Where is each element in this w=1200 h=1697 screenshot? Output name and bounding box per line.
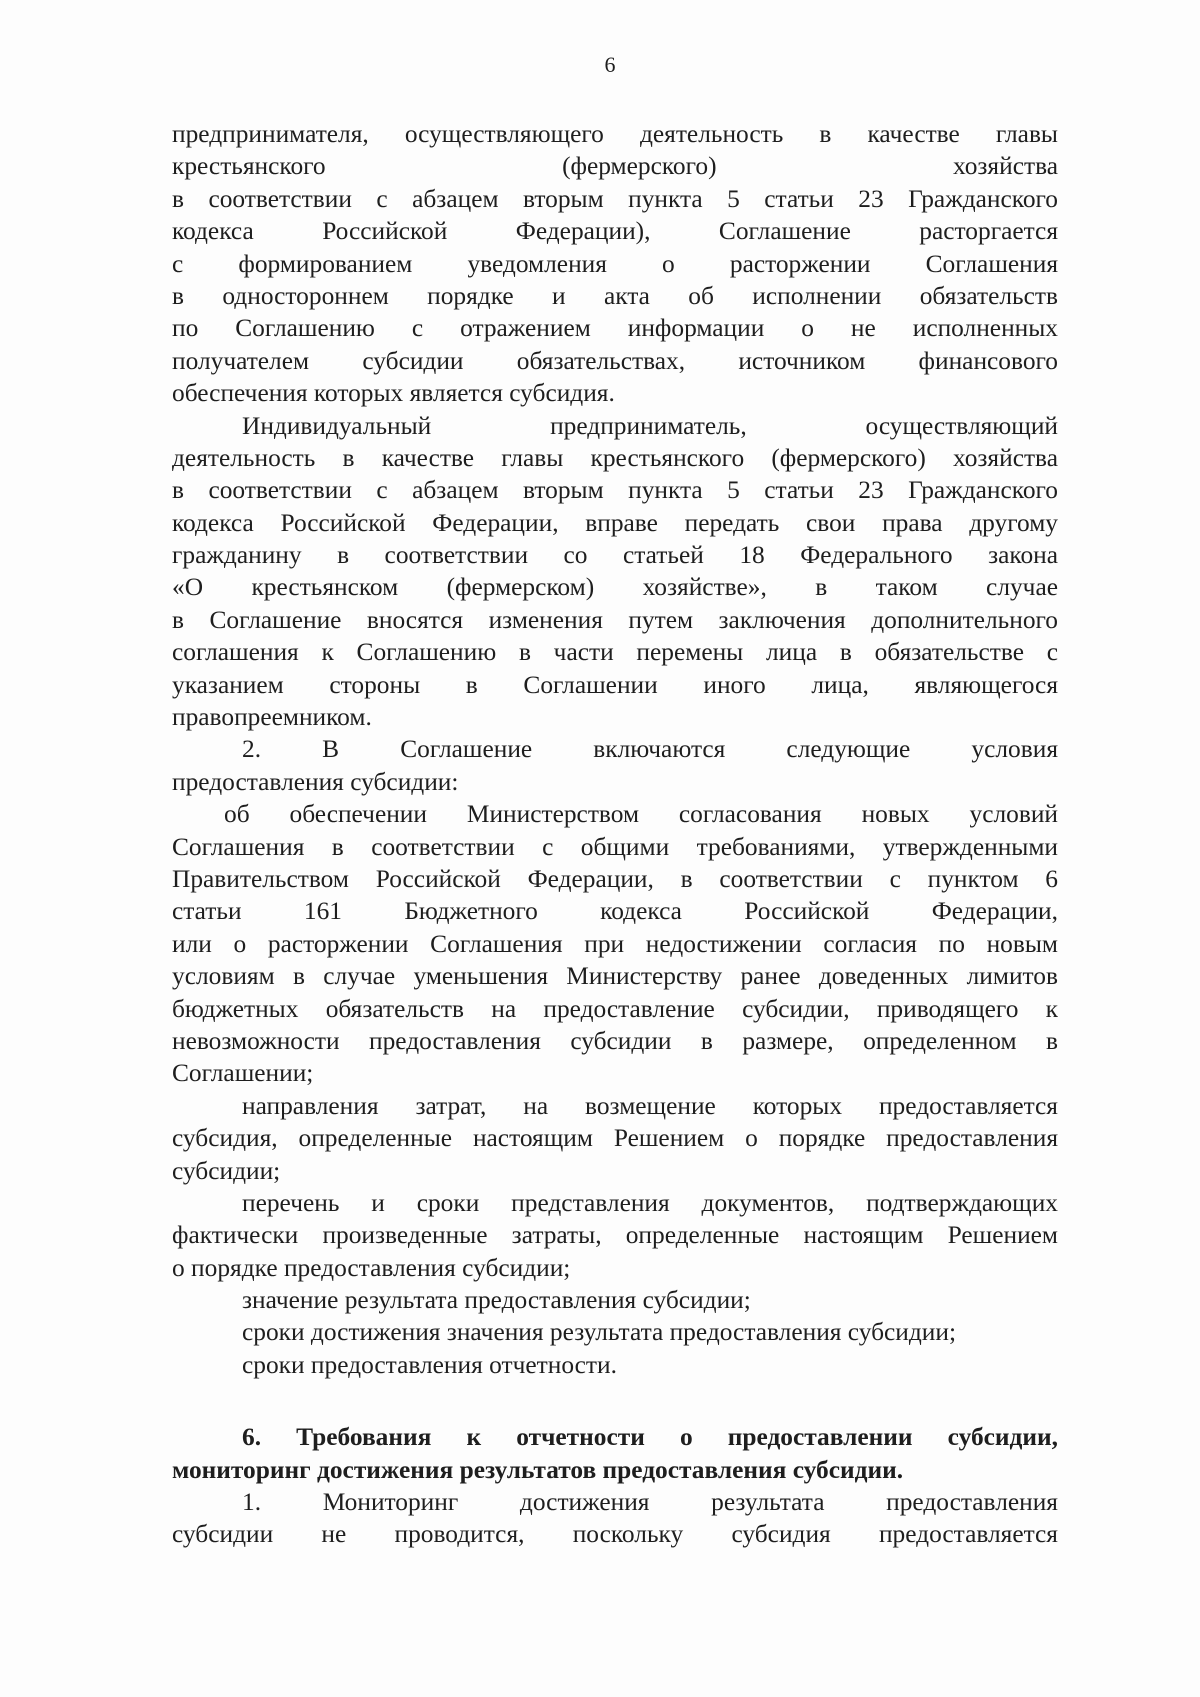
text-line: Соглашения в соответствии с общими требованиями, утвержденными: [172, 832, 1058, 861]
text-line: невозможности предоставления субсидии в размере, определенном в: [172, 1026, 1058, 1055]
section-gap: [172, 1381, 1058, 1421]
text-line: деятельность в качестве главы крестьянского (фермерского) хозяйства: [172, 443, 1058, 472]
text-line: «О крестьянском (фермерском) хозяйстве», в таком случае: [172, 573, 1058, 602]
list-line: сроки предоставления отчетности.: [242, 1350, 617, 1379]
paragraph-start-line: направления затрат, на возмещение которых предоставляется: [242, 1091, 1058, 1120]
text-line: крестьянского (фермерского) хозяйства: [172, 152, 1058, 181]
text-line: субсидии не проводится, поскольку субсидия предоставляется: [172, 1520, 1058, 1549]
text-line: условиям в случае уменьшения Министерству ранее доведенных лимитов: [172, 962, 1058, 991]
section-heading: 6. Требования к отчетности о предоставлении субсидии,: [242, 1423, 1058, 1452]
text-line: фактически произведенные затраты, определенные настоящим Решением: [172, 1221, 1058, 1250]
text-line: бюджетных обязательств на предоставление субсидии, приводящего к: [172, 994, 1058, 1023]
text-line: в соответствии с абзацем вторым пункта 5 статьи 23 Гражданского: [172, 184, 1058, 213]
text-line: соглашения к Соглашению в части перемены лица в обязательстве с: [172, 638, 1058, 667]
text-line: предпринимателя, осуществляющего деятельность в качестве главы: [172, 120, 1058, 148]
list-line: сроки достижения значения результата предоставления субсидии;: [242, 1318, 957, 1347]
paragraph-start-line: 1. Мониторинг достижения результата предоставления: [242, 1488, 1058, 1517]
text-line: обеспечения которых является субсидия.: [172, 379, 615, 408]
text-line: в Соглашение вносятся изменения путем заключения дополнительного: [172, 605, 1058, 634]
text-line: статьи 161 Бюджетного кодекса Российской Федерации,: [172, 897, 1058, 926]
text-line: указанием стороны в Соглашении иного лица, являющегося: [172, 670, 1058, 699]
text-line: получателем субсидии обязательствах, источником финансового: [172, 346, 1058, 375]
text-line: субсидия, определенные настоящим Решением о порядке предоставления: [172, 1124, 1058, 1153]
section-heading: мониторинг достижения результатов предоставления субсидии.: [172, 1455, 904, 1484]
text-line: или о расторжении Соглашения при недостижении согласия по новым: [172, 929, 1058, 958]
text-line: с формированием уведомления о расторжении Соглашения: [172, 249, 1058, 278]
page-number: 6: [604, 52, 616, 77]
text-line: гражданину в соответствии со статьей 18 Федерального закона: [172, 541, 1058, 570]
text-line: кодекса Российской Федерации), Соглашение расторгается: [172, 217, 1058, 246]
text-line: кодекса Российской Федерации, вправе передать свои права другому: [172, 508, 1058, 537]
paragraph-start-line: об обеспечении Министерством согласования новых условий: [224, 800, 1058, 829]
text-line: предоставления субсидии:: [172, 767, 459, 796]
paragraph-start-line: перечень и сроки представления документов, подтверждающих: [242, 1188, 1058, 1217]
text-line: о порядке предоставления субсидии;: [172, 1253, 571, 1282]
text-line: Соглашении;: [172, 1059, 314, 1088]
text-line: правопреемником.: [172, 703, 372, 732]
document-body: [172, 118, 1058, 1551]
text-line: в одностороннем порядке и акта об исполнении обязательств: [172, 281, 1058, 310]
list-line: значение результата предоставления субсидии;: [242, 1286, 751, 1315]
paragraph-start-line: Индивидуальный предприниматель, осуществляющий: [242, 411, 1058, 440]
text-line: в соответствии с абзацем вторым пункта 5 статьи 23 Гражданского: [172, 476, 1058, 505]
text-line: Правительством Российской Федерации, в соответствии с пунктом 6: [172, 864, 1058, 893]
paragraph-start-line: 2. В Соглашение включаются следующие условия: [242, 735, 1058, 764]
text-line: субсидии;: [172, 1156, 281, 1185]
text-line: по Соглашению с отражением информации о не исполненных: [172, 314, 1058, 343]
